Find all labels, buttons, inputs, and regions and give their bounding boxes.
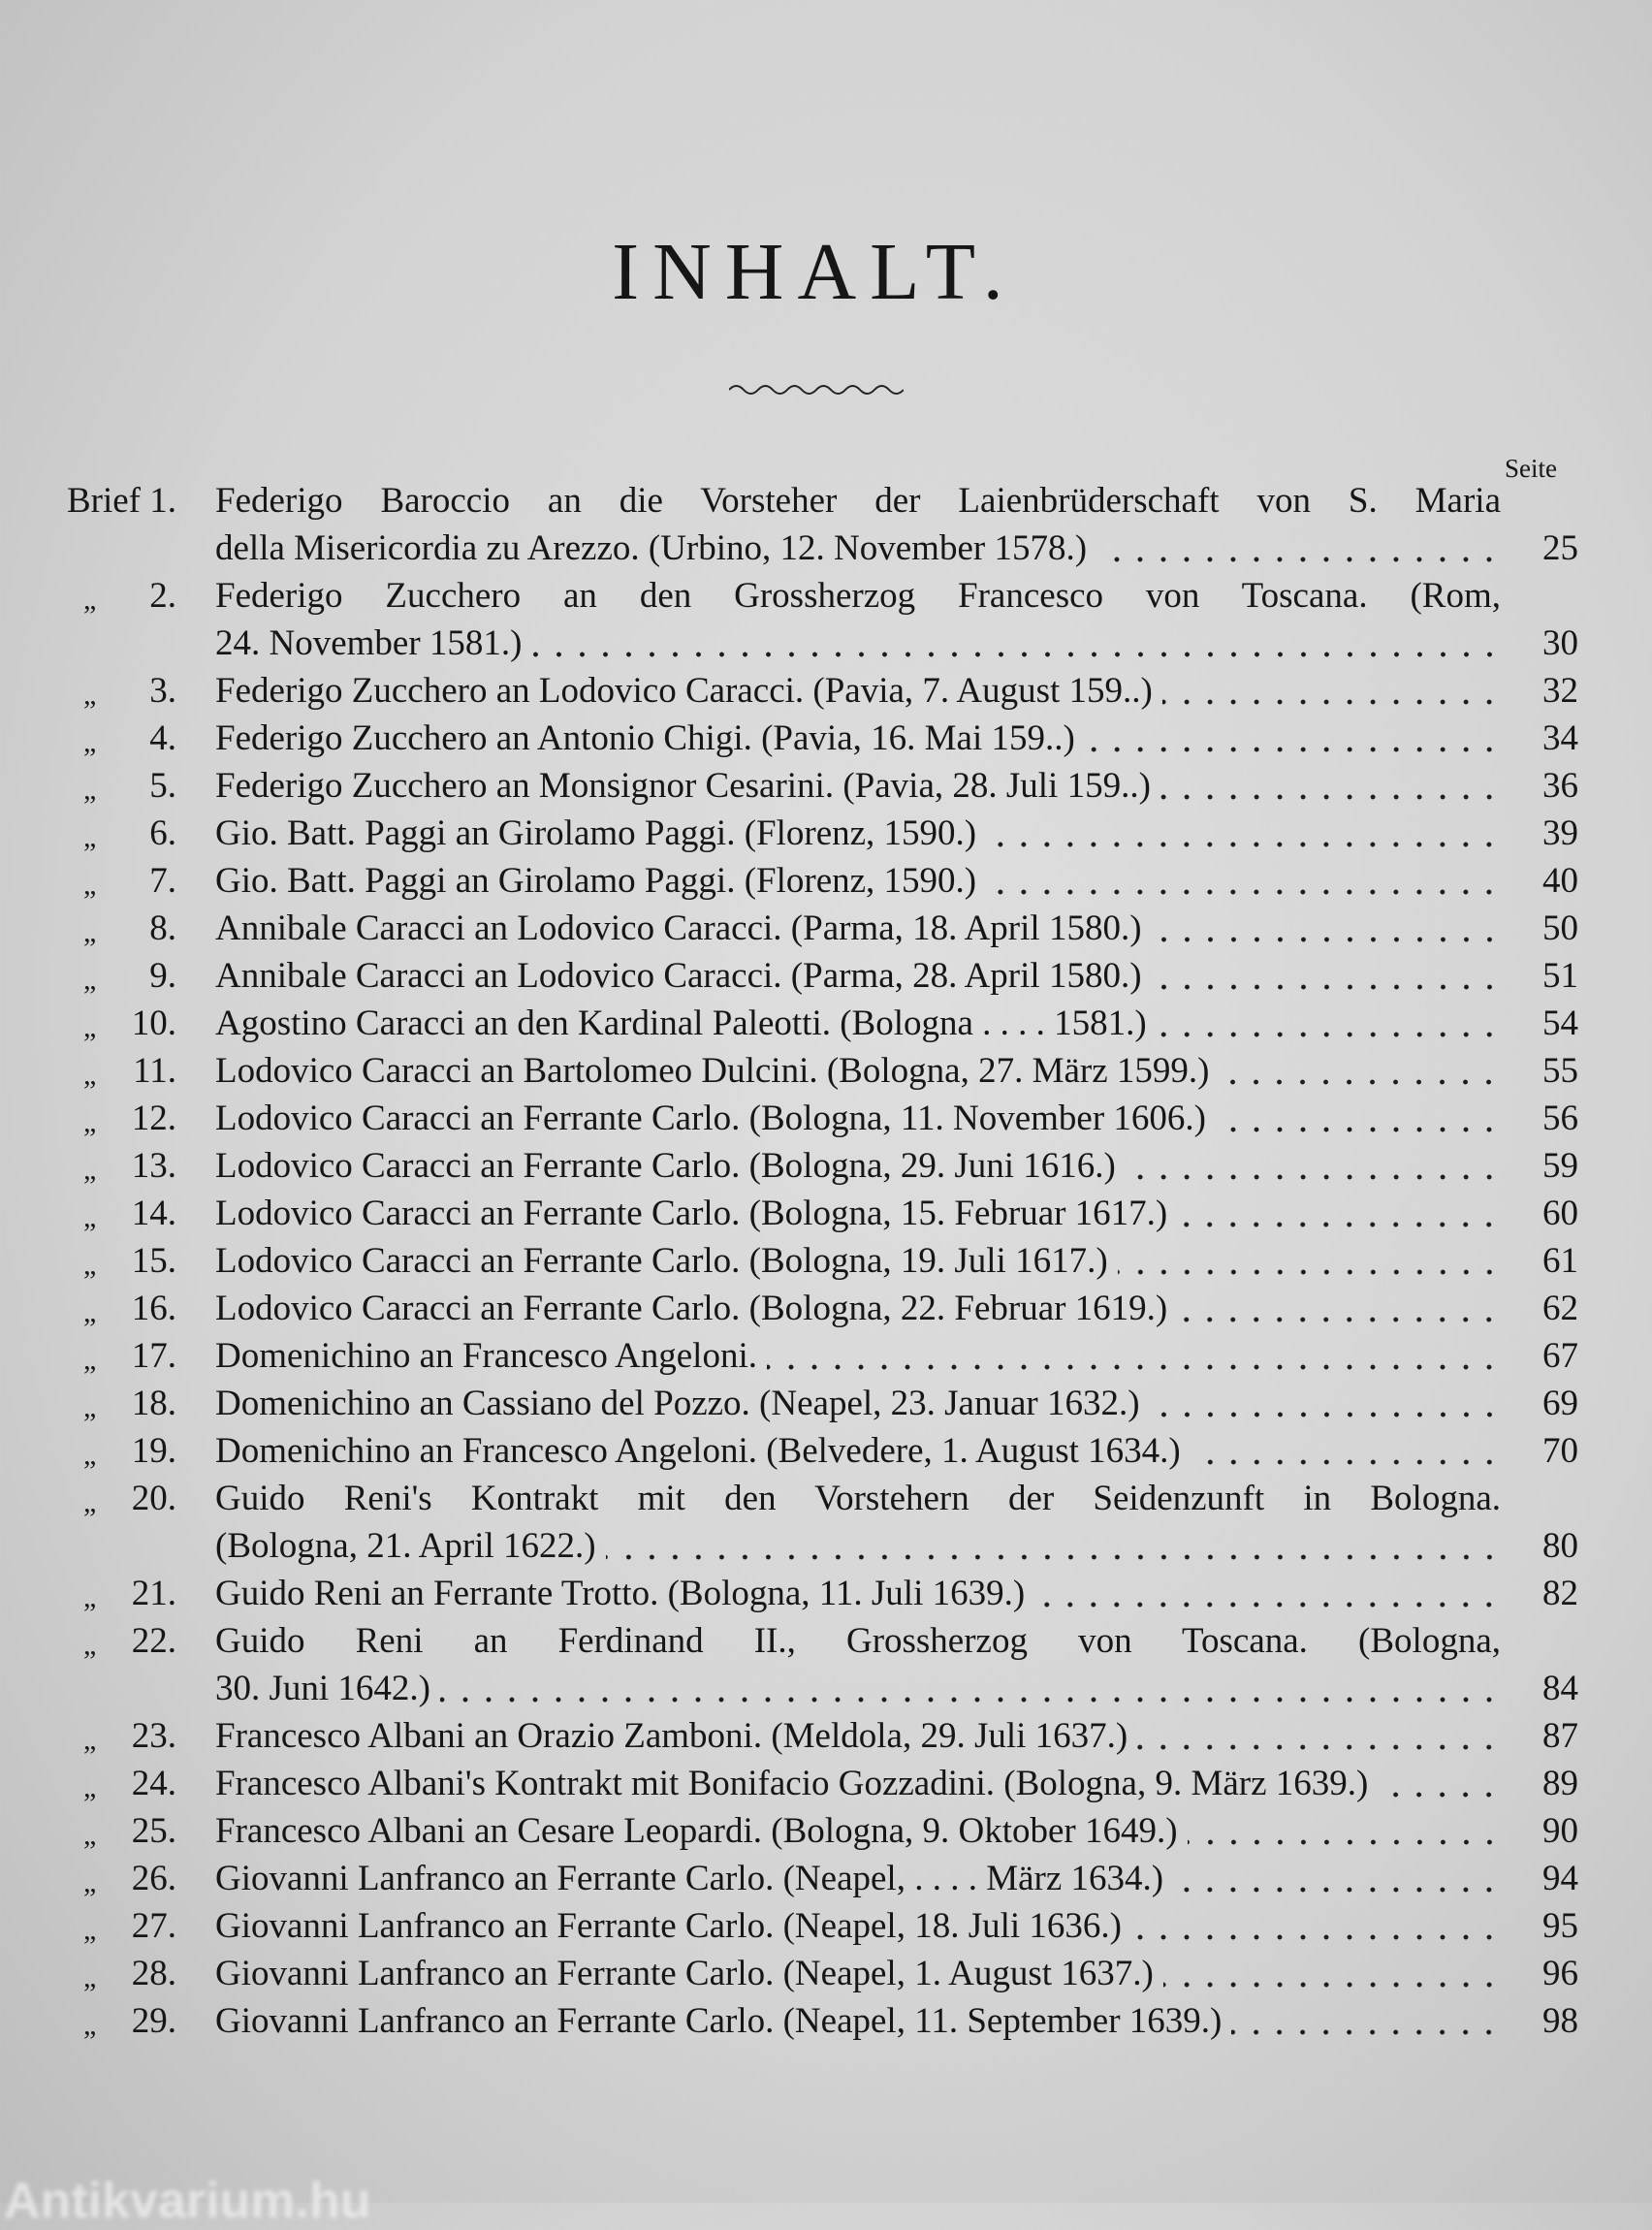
page-column-header: Seite — [1505, 454, 1557, 483]
brief-label: Brief — [66, 481, 141, 521]
entry-text: Federigo Baroccio an die Vorsteher der Laienbrüderschaft von S. Maria — [215, 481, 1501, 521]
ditto-mark: „ — [83, 1011, 97, 1043]
leader-dots — [1034, 1570, 1501, 1617]
entry-number: 7. — [149, 861, 176, 901]
watermark: Antikvarium.hu — [4, 2173, 371, 2229]
entry-text-with-leader — [215, 1000, 1501, 1047]
page-number: 69 — [1542, 1384, 1578, 1423]
leader-dots — [1152, 952, 1501, 1000]
entry-text-with-leader — [215, 1807, 1501, 1855]
ditto-mark: „ — [83, 1249, 97, 1281]
entry-text: Giovanni Lanfranco an Ferrante Carlo. (Neapel, . . . . März 1634.) — [215, 1859, 1164, 1898]
entry-text: Lodovico Caracci an Ferrante Carlo. (Bologna, 15. Februar 1617.) — [215, 1194, 1168, 1233]
ditto-mark: „ — [83, 1819, 97, 1851]
page-number: 34 — [1542, 718, 1578, 758]
entry-text: Domenichino an Francesco Angeloni. — [215, 1336, 757, 1376]
toc-line — [0, 1427, 1652, 1475]
entry-number: 10. — [131, 1004, 176, 1043]
entry-text-with-leader — [215, 1332, 1501, 1380]
entry-number: 24. — [131, 1764, 176, 1803]
toc-line — [0, 1855, 1652, 1902]
entry-text-with-leader — [215, 1712, 1501, 1760]
entry-text: Guido Reni an Ferdinand II., Grossherzog von Toscana. (Bologna, — [215, 1621, 1501, 1661]
leader-dots — [1219, 1047, 1501, 1095]
toc-line — [0, 1902, 1652, 1950]
ditto-mark: „ — [83, 1391, 97, 1423]
entry-text-with-leader — [215, 1285, 1501, 1332]
page-number: 61 — [1542, 1241, 1578, 1281]
entry-text-with-leader — [215, 1427, 1501, 1475]
leader-dots — [1137, 1712, 1501, 1760]
entry-number: 3. — [149, 671, 176, 711]
entry-text: 30. Juni 1642.) — [215, 1669, 430, 1708]
entry-number: 8. — [149, 908, 176, 948]
ditto-mark: „ — [83, 1344, 97, 1376]
entry-number: 28. — [131, 1954, 176, 1993]
leader-dots — [1157, 1000, 1501, 1047]
page-number: 89 — [1542, 1764, 1578, 1803]
entry-text: Giovanni Lanfranco an Ferrante Carlo. (Neapel, 1. August 1637.) — [215, 1954, 1154, 1993]
entry-text-with-leader — [215, 620, 1501, 667]
page-number: 67 — [1542, 1336, 1578, 1376]
entry-text: Guido Reni's Kontrakt mit den Vorstehern der Seidenzunft in Bologna. — [215, 1479, 1501, 1518]
page-number: 98 — [1542, 2001, 1578, 2041]
leader-dots — [532, 620, 1502, 667]
leader-dots — [1378, 1760, 1501, 1807]
leader-dots — [440, 1665, 1501, 1712]
page-number: 59 — [1542, 1146, 1578, 1186]
page-number: 39 — [1542, 813, 1578, 853]
entry-text: (Bologna, 21. April 1622.) — [215, 1526, 596, 1566]
entry-text-with-leader — [215, 715, 1501, 762]
leader-dots — [1216, 1095, 1501, 1142]
toc-line — [0, 905, 1652, 952]
entry-number: 5. — [149, 766, 176, 806]
entry-text: Guido Reni an Ferrante Trotto. (Bologna, 11. Juli 1639.) — [215, 1574, 1026, 1613]
entry-text: 24. November 1581.) — [215, 623, 523, 663]
entry-text: Federigo Zucchero an Monsignor Cesarini. (Pavia, 28. Juli 159..) — [215, 766, 1151, 806]
entry-text: Federigo Zucchero an Lodovico Caracci. (Pavia, 7. August 159..) — [215, 671, 1153, 711]
entry-text: Gio. Batt. Paggi an Girolamo Paggi. (Florenz, 1590.) — [215, 861, 977, 901]
page-number: 70 — [1542, 1431, 1578, 1471]
toc-line — [0, 810, 1652, 857]
toc-line — [0, 620, 1652, 667]
entry-text: Lodovico Caracci an Ferrante Carlo. (Bologna, 22. Februar 1619.) — [215, 1289, 1168, 1328]
toc-line — [0, 477, 1652, 525]
ditto-mark: „ — [83, 1059, 97, 1091]
ditto-mark: „ — [83, 1961, 97, 1993]
entry-text: Federigo Zucchero an den Grossherzog Francesco von Toscana. (Rom, — [215, 576, 1501, 616]
entry-text: Federigo Zucchero an Antonio Chigi. (Pavia, 16. Mai 159..) — [215, 718, 1075, 758]
ditto-mark: „ — [83, 584, 97, 616]
entry-number: 6. — [149, 813, 176, 853]
entry-text: Lodovico Caracci an Ferrante Carlo. (Bologna, 11. November 1606.) — [215, 1099, 1206, 1138]
entry-text-with-leader — [215, 1902, 1501, 1950]
toc-line — [0, 952, 1652, 1000]
entry-text-with-leader — [215, 1142, 1501, 1190]
ditto-mark: „ — [83, 1914, 97, 1946]
leader-dots — [606, 1522, 1501, 1570]
page-number: 30 — [1542, 623, 1578, 663]
table-of-contents — [0, 477, 1652, 2045]
toc-line — [0, 1522, 1652, 1570]
entry-text-with-leader — [215, 1380, 1501, 1427]
entry-text-with-leader — [215, 1522, 1501, 1570]
ditto-mark: „ — [83, 1581, 97, 1613]
entry-text-with-leader — [215, 905, 1501, 952]
leader-dots — [1163, 1950, 1501, 1997]
entry-number — [67, 477, 176, 525]
ditto-mark: „ — [83, 821, 97, 853]
toc-line — [0, 572, 1652, 620]
page-number: 51 — [1542, 956, 1578, 996]
entry-text: Agostino Caracci an den Kardinal Paleotti. (Bologna . . . . 1581.) — [215, 1004, 1147, 1043]
leader-dots — [986, 810, 1501, 857]
toc-line — [0, 1047, 1652, 1095]
page-number: 25 — [1542, 528, 1578, 568]
ditto-mark: „ — [83, 964, 97, 996]
entry-number: 26. — [131, 1859, 176, 1898]
toc-line — [0, 1665, 1652, 1712]
toc-line — [0, 1285, 1652, 1332]
entry-number: 17. — [131, 1336, 176, 1376]
entry-number: 23. — [131, 1716, 176, 1756]
ditto-mark: „ — [83, 869, 97, 901]
entry-number: 4. — [149, 718, 176, 758]
entry-number: 25. — [131, 1811, 176, 1851]
leader-dots — [1131, 1902, 1501, 1950]
ditto-mark: „ — [83, 774, 97, 806]
page-number: 56 — [1542, 1099, 1578, 1138]
toc-line — [0, 525, 1652, 572]
page-number: 84 — [1542, 1669, 1578, 1708]
page-number: 36 — [1542, 766, 1578, 806]
entry-number: 12. — [131, 1099, 176, 1138]
entry-number: 2. — [149, 576, 176, 616]
ditto-mark: „ — [83, 1629, 97, 1661]
toc-line — [0, 1617, 1652, 1665]
entry-text-with-leader — [215, 525, 1501, 572]
entry-number: 18. — [131, 1384, 176, 1423]
page-number: 94 — [1542, 1859, 1578, 1898]
leader-dots — [1118, 1237, 1501, 1285]
ditto-mark: „ — [83, 1201, 97, 1233]
toc-line — [0, 1712, 1652, 1760]
ditto-mark: „ — [83, 916, 97, 948]
ditto-mark: „ — [83, 1154, 97, 1186]
ornament-divider — [729, 380, 904, 399]
ditto-mark: „ — [83, 1866, 97, 1898]
entry-text-with-leader — [215, 857, 1501, 905]
entry-text: Francesco Albani an Cesare Leopardi. (Bologna, 9. Oktober 1649.) — [215, 1811, 1178, 1851]
entry-text-with-leader — [215, 1047, 1501, 1095]
entry-number: 16. — [131, 1289, 176, 1328]
page-number: 54 — [1542, 1004, 1578, 1043]
entry-text: Giovanni Lanfranco an Ferrante Carlo. (Neapel, 18. Juli 1636.) — [215, 1906, 1122, 1946]
page-number: 60 — [1542, 1194, 1578, 1233]
entry-number: 21. — [131, 1574, 176, 1613]
toc-line — [0, 1142, 1652, 1190]
toc-line — [0, 1807, 1652, 1855]
leader-dots — [1173, 1855, 1501, 1902]
toc-line — [0, 667, 1652, 715]
entry-text-with-leader — [215, 762, 1501, 810]
page-number: 87 — [1542, 1716, 1578, 1756]
entry-text: Domenichino an Francesco Angeloni. (Belvedere, 1. August 1634.) — [215, 1431, 1181, 1471]
ditto-mark: „ — [83, 1439, 97, 1471]
ditto-mark: „ — [83, 1771, 97, 1803]
entry-number: 11. — [133, 1051, 176, 1091]
page-number: 90 — [1542, 1811, 1578, 1851]
ditto-mark: „ — [83, 1486, 97, 1518]
toc-line — [0, 1570, 1652, 1617]
leader-dots — [1162, 667, 1501, 715]
leader-dots — [1085, 715, 1501, 762]
entry-text: Annibale Caracci an Lodovico Caracci. (Parma, 18. April 1580.) — [215, 908, 1142, 948]
toc-line — [0, 1760, 1652, 1807]
entry-number: 20. — [131, 1479, 176, 1518]
toc-line — [0, 1095, 1652, 1142]
entry-text-with-leader — [215, 810, 1501, 857]
entry-text-with-leader — [215, 1950, 1501, 1997]
page-number: 82 — [1542, 1574, 1578, 1613]
entry-text: Lodovico Caracci an Bartolomeo Dulcini. (Bologna, 27. März 1599.) — [215, 1051, 1210, 1091]
entry-text-with-leader — [215, 952, 1501, 1000]
leader-dots — [986, 857, 1501, 905]
leader-dots — [1191, 1427, 1501, 1475]
entry-text-with-leader — [215, 1855, 1501, 1902]
leader-dots — [1231, 1997, 1501, 2045]
leader-dots — [1160, 762, 1501, 810]
entry-number: 29. — [131, 2001, 176, 2041]
entry-text: Francesco Albani's Kontrakt mit Bonifacio Gozzadini. (Bologna, 9. März 1639.) — [215, 1764, 1369, 1803]
leader-dots — [1152, 905, 1501, 952]
entry-text: Lodovico Caracci an Ferrante Carlo. (Bologna, 29. Juni 1616.) — [215, 1146, 1116, 1186]
entry-text-with-leader — [215, 1237, 1501, 1285]
entry-text: Domenichino an Cassiano del Pozzo. (Neapel, 23. Januar 1632.) — [215, 1384, 1140, 1423]
toc-line — [0, 762, 1652, 810]
entry-text-with-leader — [215, 1997, 1501, 2045]
entry-number: 15. — [131, 1241, 176, 1281]
entry-text: Annibale Caracci an Lodovico Caracci. (Parma, 28. April 1580.) — [215, 956, 1142, 996]
ditto-mark: „ — [83, 2009, 97, 2041]
entry-text-with-leader — [215, 667, 1501, 715]
page-number: 55 — [1542, 1051, 1578, 1091]
leader-dots — [1126, 1142, 1501, 1190]
page-number: 32 — [1542, 671, 1578, 711]
toc-line — [0, 1475, 1652, 1522]
page-number: 96 — [1542, 1954, 1578, 1993]
entry-number: 9. — [149, 956, 176, 996]
ditto-mark: „ — [83, 1724, 97, 1756]
entry-text: della Misericordia zu Arezzo. (Urbino, 12. November 1578.) — [215, 528, 1088, 568]
ditto-mark: „ — [83, 679, 97, 711]
entry-text-with-leader — [215, 1570, 1501, 1617]
toc-line — [0, 1000, 1652, 1047]
ditto-mark: „ — [83, 1106, 97, 1138]
page-number: 62 — [1542, 1289, 1578, 1328]
leader-dots — [1096, 525, 1501, 572]
toc-line — [0, 1380, 1652, 1427]
page-number: 50 — [1542, 908, 1578, 948]
entry-number: 22. — [131, 1621, 176, 1661]
ditto-mark: „ — [83, 1296, 97, 1328]
toc-line — [0, 1190, 1652, 1237]
entry-number: 19. — [131, 1431, 176, 1471]
toc-line — [0, 1237, 1652, 1285]
leader-dots — [1188, 1807, 1501, 1855]
leader-dots — [1150, 1380, 1501, 1427]
entry-number: 27. — [131, 1906, 176, 1946]
entry-text: Giovanni Lanfranco an Ferrante Carlo. (Neapel, 11. September 1639.) — [215, 2001, 1223, 2041]
entry-number-value: 1. — [149, 481, 176, 521]
leader-dots — [1177, 1285, 1501, 1332]
page-number: 40 — [1542, 861, 1578, 901]
toc-line — [0, 1950, 1652, 1997]
entry-number: 13. — [131, 1146, 176, 1186]
toc-line — [0, 1332, 1652, 1380]
entry-text: Lodovico Caracci an Ferrante Carlo. (Bologna, 19. Juli 1617.) — [215, 1241, 1108, 1281]
entry-text: Francesco Albani an Orazio Zamboni. (Meldola, 29. Juli 1637.) — [215, 1716, 1128, 1756]
page-number: 80 — [1542, 1526, 1578, 1566]
page-title: INHALT. — [612, 227, 1017, 317]
page-number: 95 — [1542, 1906, 1578, 1946]
entry-text-with-leader — [215, 1665, 1501, 1712]
entry-text-with-leader — [215, 1095, 1501, 1142]
toc-line — [0, 715, 1652, 762]
entry-number: 14. — [131, 1194, 176, 1233]
leader-dots — [1177, 1190, 1501, 1237]
ditto-mark: „ — [83, 726, 97, 758]
entry-text-with-leader — [215, 1190, 1501, 1237]
toc-line — [0, 857, 1652, 905]
toc-line — [0, 1997, 1652, 2045]
entry-text-with-leader — [215, 1760, 1501, 1807]
leader-dots — [767, 1332, 1501, 1380]
entry-text: Gio. Batt. Paggi an Girolamo Paggi. (Florenz, 1590.) — [215, 813, 977, 853]
